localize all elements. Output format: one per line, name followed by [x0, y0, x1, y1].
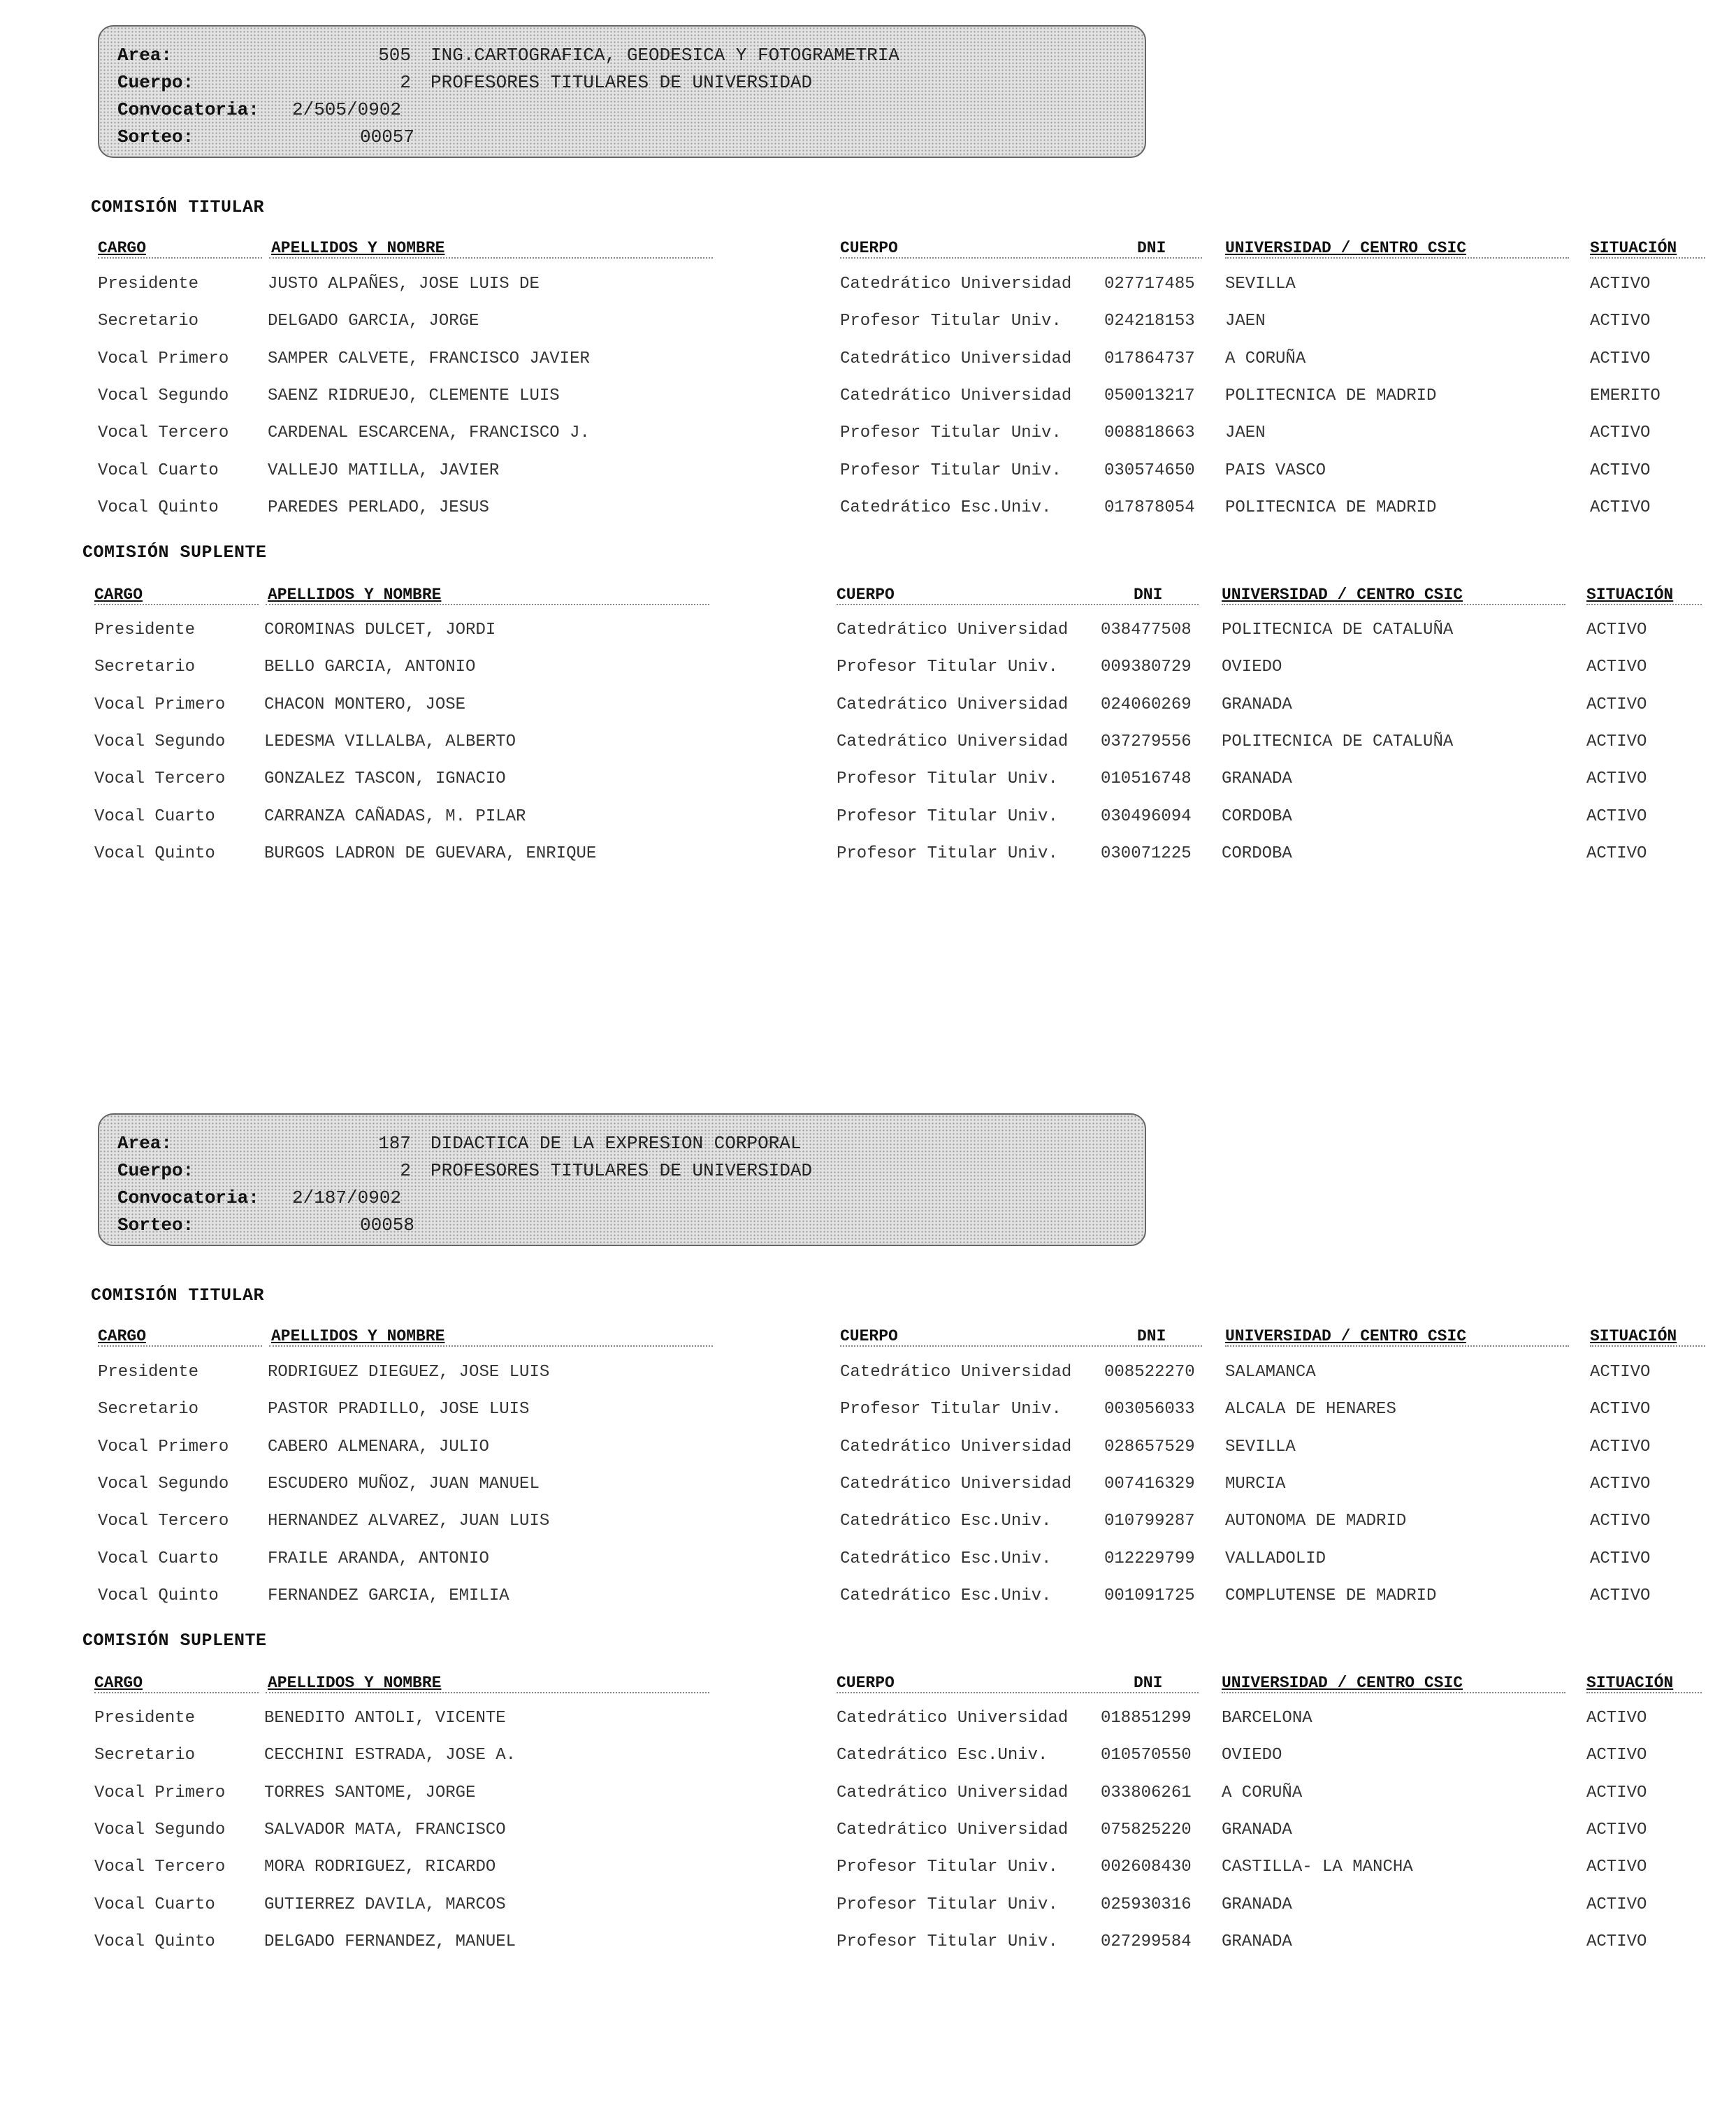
cell-dni: 028657529 [1104, 1437, 1195, 1456]
cell-cuerpo: Catedrático Universidad [837, 621, 1069, 639]
table-row [98, 1549, 1705, 1577]
cell-nombre: MORA RODRIGUEZ, RICARDO [264, 1858, 496, 1877]
cell-universidad: ALCALA DE HENARES [1225, 1400, 1396, 1419]
cell-situacion: ACTIVO [1590, 1437, 1651, 1456]
sorteo-row-label: Sorteo: [117, 126, 194, 147]
table-row [94, 1709, 1702, 1737]
cell-dni: 010516748 [1101, 769, 1192, 789]
cell-cargo: Secretario [94, 1746, 196, 1765]
cell-universidad: POLITECNICA DE CATALUÑA [1222, 621, 1454, 639]
header-cuerpo: CUERPO [840, 1327, 898, 1345]
table-row [94, 621, 1702, 649]
cell-universidad: A CORUÑA [1222, 1783, 1303, 1802]
cell-nombre: HERNANDEZ ALVAREZ, JUAN LUIS [268, 1512, 550, 1531]
cell-cargo: Vocal Tercero [94, 1858, 226, 1877]
header-dotted-line [94, 1692, 259, 1693]
cell-dni: 025930316 [1101, 1895, 1192, 1914]
header-dotted-line [837, 604, 1199, 605]
header-dotted-line [1590, 257, 1705, 259]
header-cargo: CARGO [98, 1327, 147, 1345]
cell-situacion: ACTIVO [1590, 1549, 1651, 1568]
cell-nombre: CARRANZA CAÑADAS, M. PILAR [264, 806, 526, 826]
cell-dni: 027717485 [1104, 275, 1195, 294]
cell-universidad: AUTONOMA DE MADRID [1225, 1512, 1407, 1531]
cell-cuerpo: Profesor Titular Univ. [840, 1400, 1062, 1419]
cell-universidad: OVIEDO [1222, 658, 1282, 677]
header-dotted-line [1590, 1345, 1705, 1347]
cell-nombre: DELGADO GARCIA, JORGE [268, 312, 479, 331]
header-nombre: APELLIDOS Y NOMBRE [271, 1327, 445, 1345]
cell-dni: 038477508 [1101, 621, 1192, 639]
cell-dni: 030574650 [1104, 461, 1195, 480]
header-dotted-line [266, 1692, 709, 1693]
cell-universidad: GRANADA [1222, 695, 1292, 714]
cell-cuerpo: Catedrático Universidad [840, 386, 1072, 405]
comision-suplente-header [94, 586, 1702, 608]
cell-situacion: ACTIVO [1586, 1858, 1647, 1877]
cell-cargo: Vocal Segundo [98, 1474, 229, 1493]
comision-titular-header [98, 239, 1705, 261]
cell-nombre: COROMINAS DULCET, JORDI [264, 621, 496, 639]
cell-cuerpo: Catedrático Esc.Univ. [840, 1549, 1052, 1568]
cell-cuerpo: Catedrático Universidad [840, 1474, 1072, 1493]
cell-cuerpo: Profesor Titular Univ. [837, 1895, 1058, 1914]
convocatoria-info-box [98, 1113, 1146, 1246]
cell-universidad: JAEN [1225, 424, 1266, 443]
cell-situacion: ACTIVO [1590, 1363, 1651, 1382]
convocatoria-info-box [98, 25, 1146, 158]
header-dni: DNI [1134, 586, 1163, 604]
header-dni: DNI [1134, 1674, 1163, 1692]
cell-universidad: GRANADA [1222, 769, 1292, 789]
cell-cuerpo: Catedrático Universidad [840, 349, 1072, 368]
cell-situacion: ACTIVO [1586, 844, 1647, 863]
cell-dni: 007416329 [1104, 1474, 1195, 1493]
comision-suplente-header [94, 1674, 1702, 1696]
cell-universidad: SALAMANCA [1225, 1363, 1316, 1382]
comision-titular-header [98, 1327, 1705, 1350]
cell-nombre: FRAILE ARANDA, ANTONIO [268, 1549, 489, 1568]
header-dotted-line [1225, 1345, 1569, 1347]
cell-situacion: ACTIVO [1586, 1783, 1647, 1802]
table-row [98, 1438, 1705, 1466]
header-cargo: CARGO [94, 1674, 143, 1692]
cell-situacion: EMERITO [1590, 386, 1661, 405]
cell-cuerpo: Catedrático Universidad [837, 1820, 1069, 1839]
cell-nombre: TORRES SANTOME, JORGE [264, 1783, 476, 1802]
cell-cargo: Vocal Primero [98, 349, 229, 368]
sorteo-row-value: 00057 [359, 126, 414, 147]
table-row [94, 1746, 1702, 1774]
cell-nombre: LEDESMA VILLALBA, ALBERTO [264, 732, 516, 751]
cell-nombre: SALVADOR MATA, FRANCISCO [264, 1820, 506, 1839]
cell-universidad: CASTILLA- LA MANCHA [1222, 1858, 1413, 1877]
table-row [98, 312, 1705, 340]
cell-dni: 030496094 [1101, 806, 1192, 826]
cell-dni: 024060269 [1101, 695, 1192, 714]
header-dotted-line [98, 1345, 262, 1347]
header-cuerpo: CUERPO [837, 1674, 895, 1692]
table-row [98, 1586, 1705, 1614]
cell-cuerpo: Catedrático Esc.Univ. [840, 1586, 1052, 1605]
header-dotted-line [98, 257, 262, 259]
area-row-label: Area: [117, 45, 173, 66]
cell-nombre: GUTIERREZ DAVILA, MARCOS [264, 1895, 506, 1914]
area-row-value: 187 [378, 1133, 411, 1154]
cell-situacion: ACTIVO [1586, 806, 1647, 826]
cell-universidad: POLITECNICA DE CATALUÑA [1222, 732, 1454, 751]
cell-cargo: Secretario [98, 1400, 199, 1419]
table-row [98, 461, 1705, 489]
header-situacion: SITUACIÓN [1590, 239, 1677, 257]
header-nombre: APELLIDOS Y NOMBRE [268, 586, 442, 604]
header-dotted-line [1586, 1692, 1702, 1693]
area-row-label: Area: [117, 1133, 173, 1154]
cell-situacion: ACTIVO [1586, 658, 1647, 677]
cell-nombre: PAREDES PERLADO, JESUS [268, 498, 489, 517]
cell-dni: 018851299 [1101, 1709, 1192, 1728]
table-row [94, 695, 1702, 723]
header-dotted-line [840, 1345, 1202, 1347]
cell-dni: 030071225 [1101, 844, 1192, 863]
convocatoria-row-label: Convocatoria: [117, 1187, 259, 1208]
cell-dni: 012229799 [1104, 1549, 1195, 1568]
area-row-description: DIDACTICA DE LA EXPRESION CORPORAL [431, 1133, 802, 1154]
header-universidad: UNIVERSIDAD / CENTRO CSIC [1222, 586, 1463, 604]
cuerpo-row-label: Cuerpo: [117, 72, 194, 93]
cell-cargo: Presidente [98, 275, 199, 294]
cell-cargo: Vocal Quinto [98, 1586, 219, 1605]
cell-universidad: A CORUÑA [1225, 349, 1306, 368]
cell-cargo: Vocal Quinto [94, 844, 215, 863]
cell-cargo: Vocal Segundo [98, 386, 229, 405]
cell-cargo: Vocal Segundo [94, 732, 226, 751]
header-dotted-line [1586, 604, 1702, 605]
cell-universidad: GRANADA [1222, 1820, 1292, 1839]
cell-cargo: Vocal Quinto [98, 498, 219, 517]
cell-cuerpo: Profesor Titular Univ. [837, 769, 1058, 789]
cell-situacion: ACTIVO [1586, 1709, 1647, 1728]
cell-situacion: ACTIVO [1590, 349, 1651, 368]
cell-cuerpo: Catedrático Esc.Univ. [837, 1746, 1048, 1765]
table-row [94, 1821, 1702, 1849]
cell-cargo: Vocal Primero [94, 1783, 226, 1802]
cell-situacion: ACTIVO [1590, 1474, 1651, 1493]
cell-dni: 008818663 [1104, 424, 1195, 443]
cell-cuerpo: Profesor Titular Univ. [840, 461, 1062, 480]
cell-universidad: GRANADA [1222, 1932, 1292, 1951]
table-row [94, 844, 1702, 872]
header-cargo: CARGO [94, 586, 143, 604]
cell-universidad: OVIEDO [1222, 1746, 1282, 1765]
header-dotted-line [1225, 257, 1569, 259]
header-situacion: SITUACIÓN [1586, 586, 1674, 604]
cell-situacion: ACTIVO [1590, 1400, 1651, 1419]
cell-dni: 024218153 [1104, 312, 1195, 331]
cell-situacion: ACTIVO [1590, 461, 1651, 480]
convocatoria-row-label: Convocatoria: [117, 99, 259, 120]
cell-situacion: ACTIVO [1586, 1820, 1647, 1839]
cell-situacion: ACTIVO [1590, 498, 1651, 517]
header-dotted-line [94, 604, 259, 605]
cell-cuerpo: Catedrático Esc.Univ. [840, 498, 1052, 517]
cell-universidad: PAIS VASCO [1225, 461, 1326, 480]
cell-dni: 008522270 [1104, 1363, 1195, 1382]
table-row [94, 732, 1702, 760]
cell-situacion: ACTIVO [1590, 275, 1651, 294]
cell-universidad: COMPLUTENSE DE MADRID [1225, 1586, 1437, 1605]
cell-dni: 075825220 [1101, 1820, 1192, 1839]
header-dotted-line [269, 1345, 713, 1347]
cell-nombre: SAENZ RIDRUEJO, CLEMENTE LUIS [268, 386, 560, 405]
cell-situacion: ACTIVO [1586, 769, 1647, 789]
header-dotted-line [840, 257, 1202, 259]
table-row [94, 1895, 1702, 1923]
table-row [98, 424, 1705, 451]
cell-cuerpo: Catedrático Universidad [837, 1709, 1069, 1728]
header-cuerpo: CUERPO [840, 239, 898, 257]
cell-situacion: ACTIVO [1590, 424, 1651, 443]
cell-universidad: SEVILLA [1225, 275, 1296, 294]
cell-dni: 002608430 [1101, 1858, 1192, 1877]
header-universidad: UNIVERSIDAD / CENTRO CSIC [1222, 1674, 1463, 1692]
cell-cargo: Vocal Quinto [94, 1932, 215, 1951]
cell-cargo: Secretario [94, 658, 196, 677]
cell-cargo: Vocal Cuarto [98, 1549, 219, 1568]
cell-dni: 033806261 [1101, 1783, 1192, 1802]
header-dni: DNI [1137, 1327, 1166, 1345]
cell-dni: 037279556 [1101, 732, 1192, 751]
cell-situacion: ACTIVO [1586, 621, 1647, 639]
cell-cargo: Vocal Cuarto [94, 806, 215, 826]
header-dotted-line [1222, 1692, 1565, 1693]
cell-dni: 017864737 [1104, 349, 1195, 368]
cell-universidad: BARCELONA [1222, 1709, 1312, 1728]
area-row-description: ING.CARTOGRAFICA, GEODESICA Y FOTOGRAMETRIA [431, 45, 899, 66]
cell-cargo: Presidente [98, 1363, 199, 1382]
cell-cuerpo: Profesor Titular Univ. [837, 844, 1058, 863]
cuerpo-row-value: 2 [400, 1160, 411, 1181]
table-row [98, 386, 1705, 414]
table-row [94, 1784, 1702, 1811]
cell-cuerpo: Profesor Titular Univ. [837, 1858, 1058, 1877]
cell-nombre: ESCUDERO MUÑOZ, JUAN MANUEL [268, 1474, 540, 1493]
cell-cuerpo: Catedrático Universidad [837, 1783, 1069, 1802]
cell-situacion: ACTIVO [1590, 1512, 1651, 1531]
cell-cargo: Vocal Tercero [98, 1512, 229, 1531]
cell-nombre: JUSTO ALPAÑES, JOSE LUIS DE [268, 275, 540, 294]
table-row [98, 1363, 1705, 1391]
cell-nombre: PASTOR PRADILLO, JOSE LUIS [268, 1400, 530, 1419]
cell-cargo: Vocal Primero [94, 695, 226, 714]
table-row [98, 1475, 1705, 1503]
header-dotted-line [266, 604, 709, 605]
cell-universidad: CORDOBA [1222, 844, 1292, 863]
header-nombre: APELLIDOS Y NOMBRE [271, 239, 445, 257]
cell-cargo: Vocal Cuarto [98, 461, 219, 480]
cell-cuerpo: Catedrático Esc.Univ. [840, 1512, 1052, 1531]
cuerpo-row-description: PROFESORES TITULARES DE UNIVERSIDAD [431, 72, 813, 93]
cell-cuerpo: Profesor Titular Univ. [840, 312, 1062, 331]
cell-universidad: CORDOBA [1222, 806, 1292, 826]
cuerpo-row-description: PROFESORES TITULARES DE UNIVERSIDAD [431, 1160, 813, 1181]
cell-cargo: Vocal Cuarto [94, 1895, 215, 1914]
header-universidad: UNIVERSIDAD / CENTRO CSIC [1225, 239, 1467, 257]
cell-nombre: BENEDITO ANTOLI, VICENTE [264, 1709, 506, 1728]
table-row [98, 498, 1705, 526]
comision-suplente-title: COMISIÓN SUPLENTE [82, 1630, 267, 1651]
sorteo-row-label: Sorteo: [117, 1215, 194, 1236]
cuerpo-row-label: Cuerpo: [117, 1160, 194, 1181]
cell-nombre: DELGADO FERNANDEZ, MANUEL [264, 1932, 516, 1951]
table-row [94, 807, 1702, 835]
cell-situacion: ACTIVO [1586, 1895, 1647, 1914]
cell-cargo: Vocal Primero [98, 1437, 229, 1456]
cell-universidad: JAEN [1225, 312, 1266, 331]
cell-nombre: VALLEJO MATILLA, JAVIER [268, 461, 500, 480]
convocatoria-row-value: 2/505/0902 [292, 99, 402, 120]
comision-suplente-title: COMISIÓN SUPLENTE [82, 542, 267, 563]
cell-cargo: Secretario [98, 312, 199, 331]
table-row [98, 349, 1705, 377]
sorteo-row-value: 00058 [359, 1215, 414, 1236]
cell-situacion: ACTIVO [1586, 695, 1647, 714]
cell-cuerpo: Profesor Titular Univ. [837, 658, 1058, 677]
header-dni: DNI [1137, 239, 1166, 257]
cell-universidad: SEVILLA [1225, 1437, 1296, 1456]
cell-dni: 050013217 [1104, 386, 1195, 405]
cell-nombre: BELLO GARCIA, ANTONIO [264, 658, 476, 677]
cell-cargo: Vocal Tercero [94, 769, 226, 789]
table-row [98, 1512, 1705, 1540]
comision-titular-title: COMISIÓN TITULAR [91, 197, 265, 217]
cell-cuerpo: Catedrático Universidad [837, 732, 1069, 751]
cell-situacion: ACTIVO [1586, 1746, 1647, 1765]
cell-cuerpo: Profesor Titular Univ. [837, 1932, 1058, 1951]
header-dotted-line [837, 1692, 1199, 1693]
cell-dni: 003056033 [1104, 1400, 1195, 1419]
convocatoria-row-value: 2/187/0902 [292, 1187, 402, 1208]
cell-situacion: ACTIVO [1590, 312, 1651, 331]
cell-dni: 017878054 [1104, 498, 1195, 517]
header-situacion: SITUACIÓN [1590, 1327, 1677, 1345]
table-row [98, 275, 1705, 303]
cell-universidad: GRANADA [1222, 1895, 1292, 1914]
cell-cuerpo: Profesor Titular Univ. [840, 424, 1062, 443]
cell-nombre: CABERO ALMENARA, JULIO [268, 1437, 489, 1456]
cell-nombre: BURGOS LADRON DE GUEVARA, ENRIQUE [264, 844, 597, 863]
table-row [94, 658, 1702, 686]
cell-cuerpo: Catedrático Universidad [840, 1363, 1072, 1382]
cell-cargo: Presidente [94, 1709, 196, 1728]
cell-dni: 010570550 [1101, 1746, 1192, 1765]
cell-universidad: VALLADOLID [1225, 1549, 1326, 1568]
cell-cuerpo: Catedrático Universidad [840, 275, 1072, 294]
cell-situacion: ACTIVO [1590, 1586, 1651, 1605]
cell-nombre: CARDENAL ESCARCENA, FRANCISCO J. [268, 424, 590, 443]
header-dotted-line [269, 257, 713, 259]
cuerpo-row-value: 2 [400, 72, 411, 93]
header-universidad: UNIVERSIDAD / CENTRO CSIC [1225, 1327, 1467, 1345]
cell-nombre: FERNANDEZ GARCIA, EMILIA [268, 1586, 509, 1605]
cell-cuerpo: Catedrático Universidad [840, 1437, 1072, 1456]
header-situacion: SITUACIÓN [1586, 1674, 1674, 1692]
cell-dni: 027299584 [1101, 1932, 1192, 1951]
table-row [94, 769, 1702, 797]
header-dotted-line [1222, 604, 1565, 605]
cell-cuerpo: Catedrático Universidad [837, 695, 1069, 714]
cell-dni: 010799287 [1104, 1512, 1195, 1531]
cell-cuerpo: Profesor Titular Univ. [837, 806, 1058, 826]
header-cuerpo: CUERPO [837, 586, 895, 604]
cell-dni: 009380729 [1101, 658, 1192, 677]
cell-universidad: POLITECNICA DE MADRID [1225, 386, 1437, 405]
table-row [94, 1858, 1702, 1886]
area-row-value: 505 [378, 45, 411, 66]
table-row [98, 1400, 1705, 1428]
cell-nombre: CECCHINI ESTRADA, JOSE A. [264, 1746, 516, 1765]
header-cargo: CARGO [98, 239, 147, 257]
cell-situacion: ACTIVO [1586, 732, 1647, 751]
header-nombre: APELLIDOS Y NOMBRE [268, 1674, 442, 1692]
cell-nombre: RODRIGUEZ DIEGUEZ, JOSE LUIS [268, 1363, 550, 1382]
cell-nombre: CHACON MONTERO, JOSE [264, 695, 466, 714]
cell-dni: 001091725 [1104, 1586, 1195, 1605]
cell-universidad: POLITECNICA DE MADRID [1225, 498, 1437, 517]
cell-cargo: Vocal Segundo [94, 1820, 226, 1839]
cell-universidad: MURCIA [1225, 1474, 1286, 1493]
table-row [94, 1932, 1702, 1960]
cell-nombre: GONZALEZ TASCON, IGNACIO [264, 769, 506, 789]
cell-nombre: SAMPER CALVETE, FRANCISCO JAVIER [268, 349, 590, 368]
cell-situacion: ACTIVO [1586, 1932, 1647, 1951]
cell-cargo: Presidente [94, 621, 196, 639]
comision-titular-title: COMISIÓN TITULAR [91, 1285, 265, 1305]
cell-cargo: Vocal Tercero [98, 424, 229, 443]
